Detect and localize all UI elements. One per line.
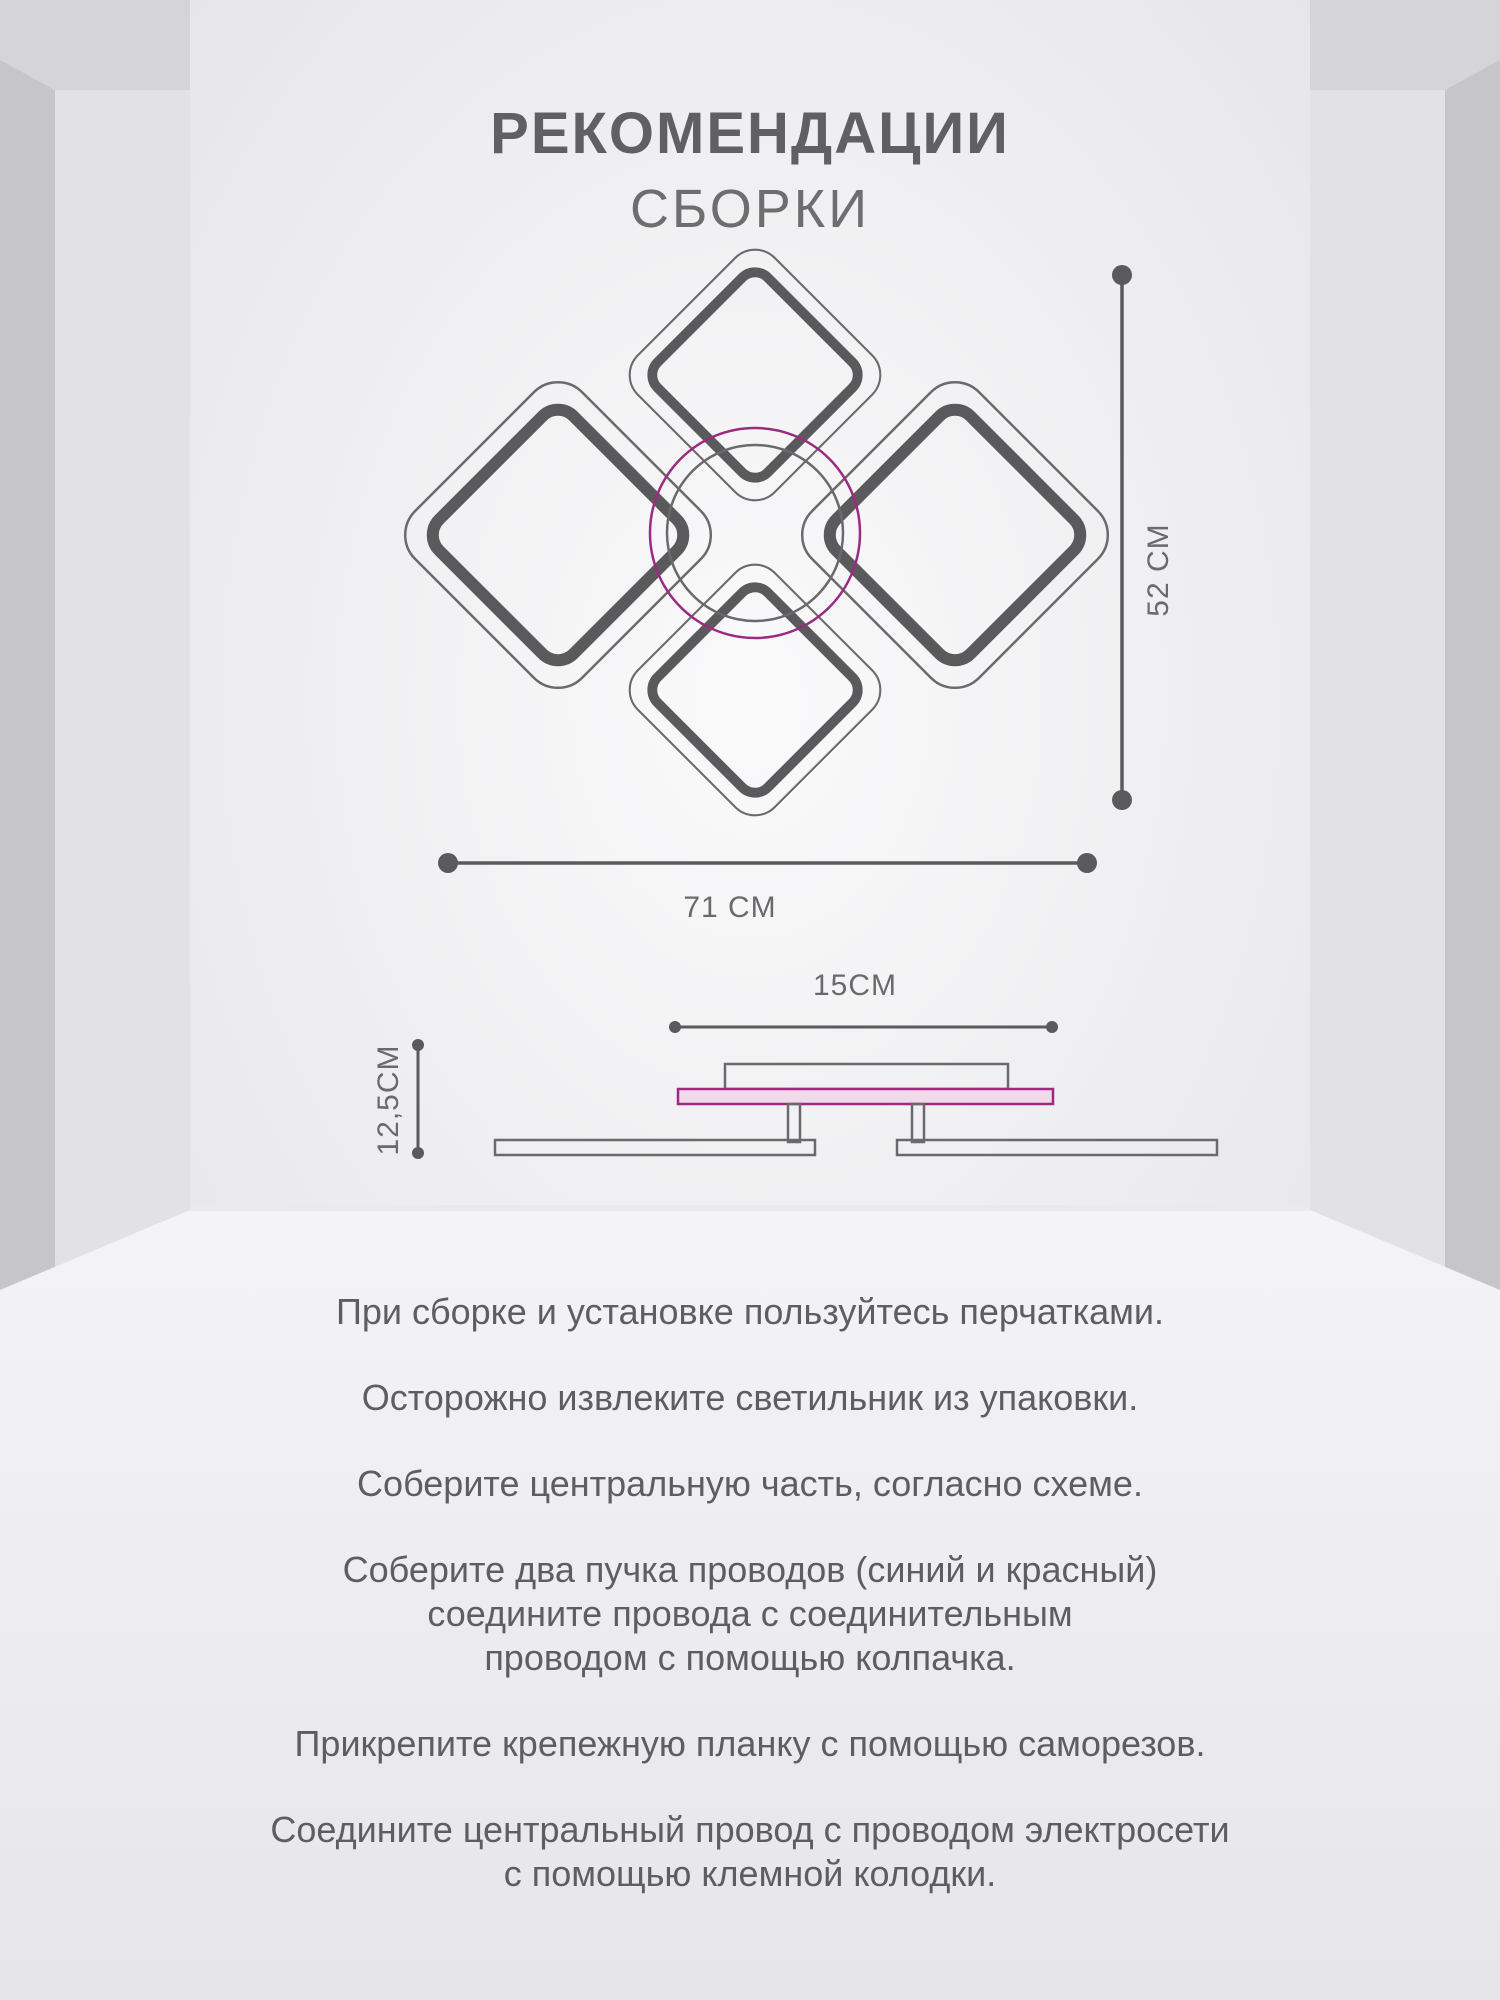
side-view <box>495 1064 1217 1155</box>
instruction-6: Соедините центральный провод с проводом электросети с помощью клемной колодки. <box>270 1809 1230 1894</box>
instruction-1: При сборке и установке пользуйтесь перчатками. <box>335 1291 1165 1332</box>
lamp-square-bottom <box>618 553 892 827</box>
instruction-3: Соберите центральную часть, согласно схеме. <box>357 1463 1143 1504</box>
height-dimension <box>1112 265 1132 810</box>
depth-dimension <box>412 1039 424 1159</box>
width-label: 71 CM <box>683 891 777 924</box>
page-title: РЕКОМЕНДАЦИИ <box>490 101 1010 166</box>
lamp-square-left <box>391 368 725 702</box>
center-mount-inner <box>667 445 843 621</box>
instruction-5: Прикрепите крепежную планку с помощью саморезов. <box>294 1723 1206 1764</box>
base-width-dimension <box>669 1021 1058 1033</box>
instruction-4: Соберите два пучка проводов (синий и красный) соедините провода с соединительным проводом с помощью колпачка. <box>342 1549 1158 1678</box>
page-subtitle: СБОРКИ <box>629 179 871 239</box>
depth-label: 12,5CM <box>372 1044 405 1156</box>
instructions-list <box>0 1290 1500 1938</box>
width-dimension <box>438 853 1097 873</box>
instruction-2: Осторожно извлеките светильник из упаковки. <box>361 1377 1139 1418</box>
lamp-square-right <box>788 368 1122 702</box>
height-label: 52 CM <box>1142 523 1175 617</box>
base-width-label: 15CM <box>812 969 898 1002</box>
